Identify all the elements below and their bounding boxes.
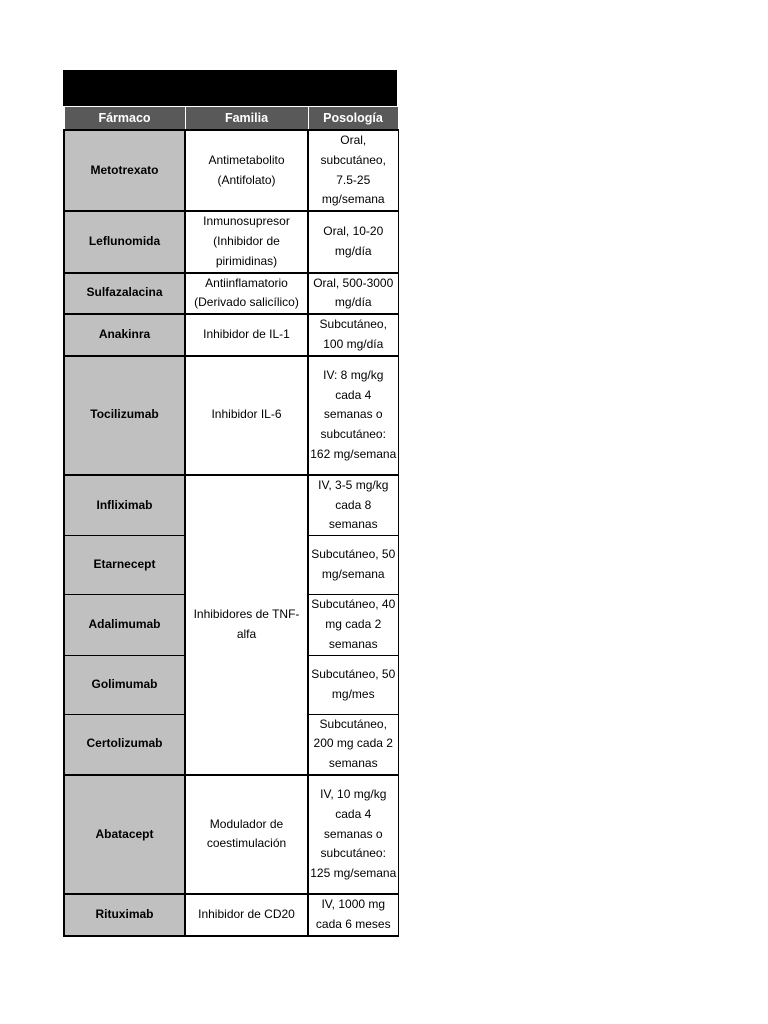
dosage-cell: Subcutáneo, 100 mg/día bbox=[308, 314, 398, 356]
family-cell: Inhibidor de CD20 bbox=[185, 894, 308, 936]
dosage-cell: Oral, 10-20 mg/día bbox=[308, 211, 398, 272]
drug-cell: Abatacept bbox=[64, 775, 185, 894]
family-cell: Inhibidor de IL-1 bbox=[185, 314, 308, 356]
table-row bbox=[64, 775, 398, 894]
header-row bbox=[64, 107, 398, 131]
header-dosage: Posología bbox=[308, 107, 398, 131]
dosage-cell: Subcutáneo, 50 mg/mes bbox=[308, 655, 398, 714]
drug-table-container bbox=[63, 70, 397, 937]
family-cell: Antiinflamatorio (Derivado salicílico) bbox=[185, 273, 308, 315]
table-row bbox=[64, 211, 398, 272]
drug-cell: Sulfazalacina bbox=[64, 273, 185, 315]
table-row bbox=[64, 356, 398, 475]
drug-cell: Infliximab bbox=[64, 475, 185, 536]
drug-cell: Golimumab bbox=[64, 655, 185, 714]
family-cell: Modulador de coestimulación bbox=[185, 775, 308, 894]
table-title-bar bbox=[63, 70, 397, 106]
dosage-cell: Subcutáneo, 40 mg cada 2 semanas bbox=[308, 595, 398, 655]
dosage-cell: Subcutáneo, 200 mg cada 2 semanas bbox=[308, 714, 398, 775]
dosage-cell: Oral, 500-3000 mg/día bbox=[308, 273, 398, 315]
table-row bbox=[64, 130, 398, 211]
dosage-cell: Subcutáneo, 50 mg/semana bbox=[308, 536, 398, 595]
drug-cell: Etarnecept bbox=[64, 536, 185, 595]
drug-cell: Tocilizumab bbox=[64, 356, 185, 475]
drug-table bbox=[63, 106, 399, 937]
drug-cell: Anakinra bbox=[64, 314, 185, 356]
table-row bbox=[64, 894, 398, 936]
header-family: Familia bbox=[185, 107, 308, 131]
header-drug: Fármaco bbox=[64, 107, 185, 131]
table-row bbox=[64, 475, 398, 536]
family-cell: Inhibidor IL-6 bbox=[185, 356, 308, 475]
dosage-cell: Oral, subcutáneo, 7.5-25 mg/semana bbox=[308, 130, 398, 211]
dosage-cell: IV, 10 mg/kg cada 4 semanas o subcutáneo: 125 mg/semana bbox=[308, 775, 398, 894]
family-cell-merged: Inhibidores de TNF-alfa bbox=[185, 475, 308, 775]
drug-cell: Certolizumab bbox=[64, 714, 185, 775]
family-cell: Inmunosupresor (Inhibidor de pirimidinas) bbox=[185, 211, 308, 272]
table-row bbox=[64, 273, 398, 315]
drug-cell: Rituximab bbox=[64, 894, 185, 936]
drug-cell: Leflunomida bbox=[64, 211, 185, 272]
dosage-cell: IV, 1000 mg cada 6 meses bbox=[308, 894, 398, 936]
drug-cell: Metotrexato bbox=[64, 130, 185, 211]
drug-cell: Adalimumab bbox=[64, 595, 185, 655]
family-cell: Antimetabolito (Antifolato) bbox=[185, 130, 308, 211]
table-row bbox=[64, 314, 398, 356]
dosage-cell: IV, 3-5 mg/kg cada 8 semanas bbox=[308, 475, 398, 536]
dosage-cell: IV: 8 mg/kg cada 4 semanas o subcutáneo: 162 mg/semana bbox=[308, 356, 398, 475]
